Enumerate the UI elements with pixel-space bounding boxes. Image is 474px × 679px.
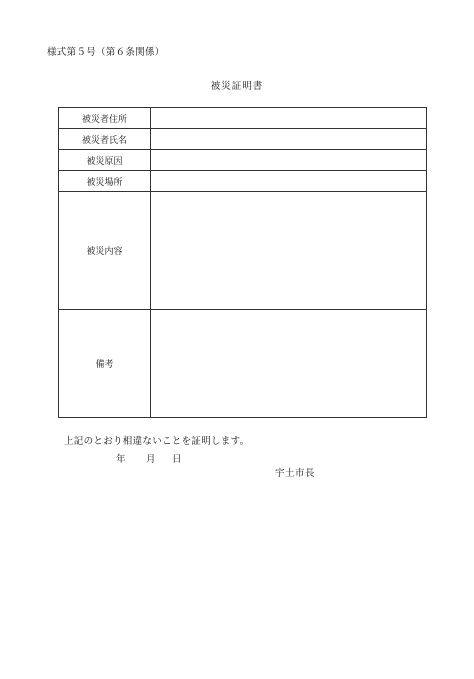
date-month-label: 月 [146,454,156,465]
cause-field[interactable] [151,150,427,171]
remarks-label: 備考 [59,310,151,418]
table-row [59,108,427,129]
remarks-field[interactable] [151,310,427,418]
name-field[interactable] [151,129,427,150]
table-row [59,192,427,310]
form-number: 様式第５号（第６条関係） [47,47,165,58]
table-row [59,310,427,418]
certificate-table [58,107,427,418]
location-field[interactable] [151,171,427,192]
date-day-label: 日 [172,454,182,465]
name-label: 被災者氏名 [59,129,151,150]
address-label: 被災者住所 [59,108,151,129]
document-title: 被災証明書 [210,81,264,92]
table-row [59,129,427,150]
issuer-name: 宇土市長 [275,468,316,479]
damage-details-field[interactable] [151,192,427,310]
date-year-label: 年 [116,454,126,465]
location-label: 被災場所 [59,171,151,192]
cause-label: 被災原因 [59,150,151,171]
address-field[interactable] [151,108,427,129]
table-row [59,150,427,171]
damage-details-label: 被災内容 [59,192,151,310]
certification-statement: 上記のとおり相違ないことを証明します。 [64,436,250,447]
table-row [59,171,427,192]
